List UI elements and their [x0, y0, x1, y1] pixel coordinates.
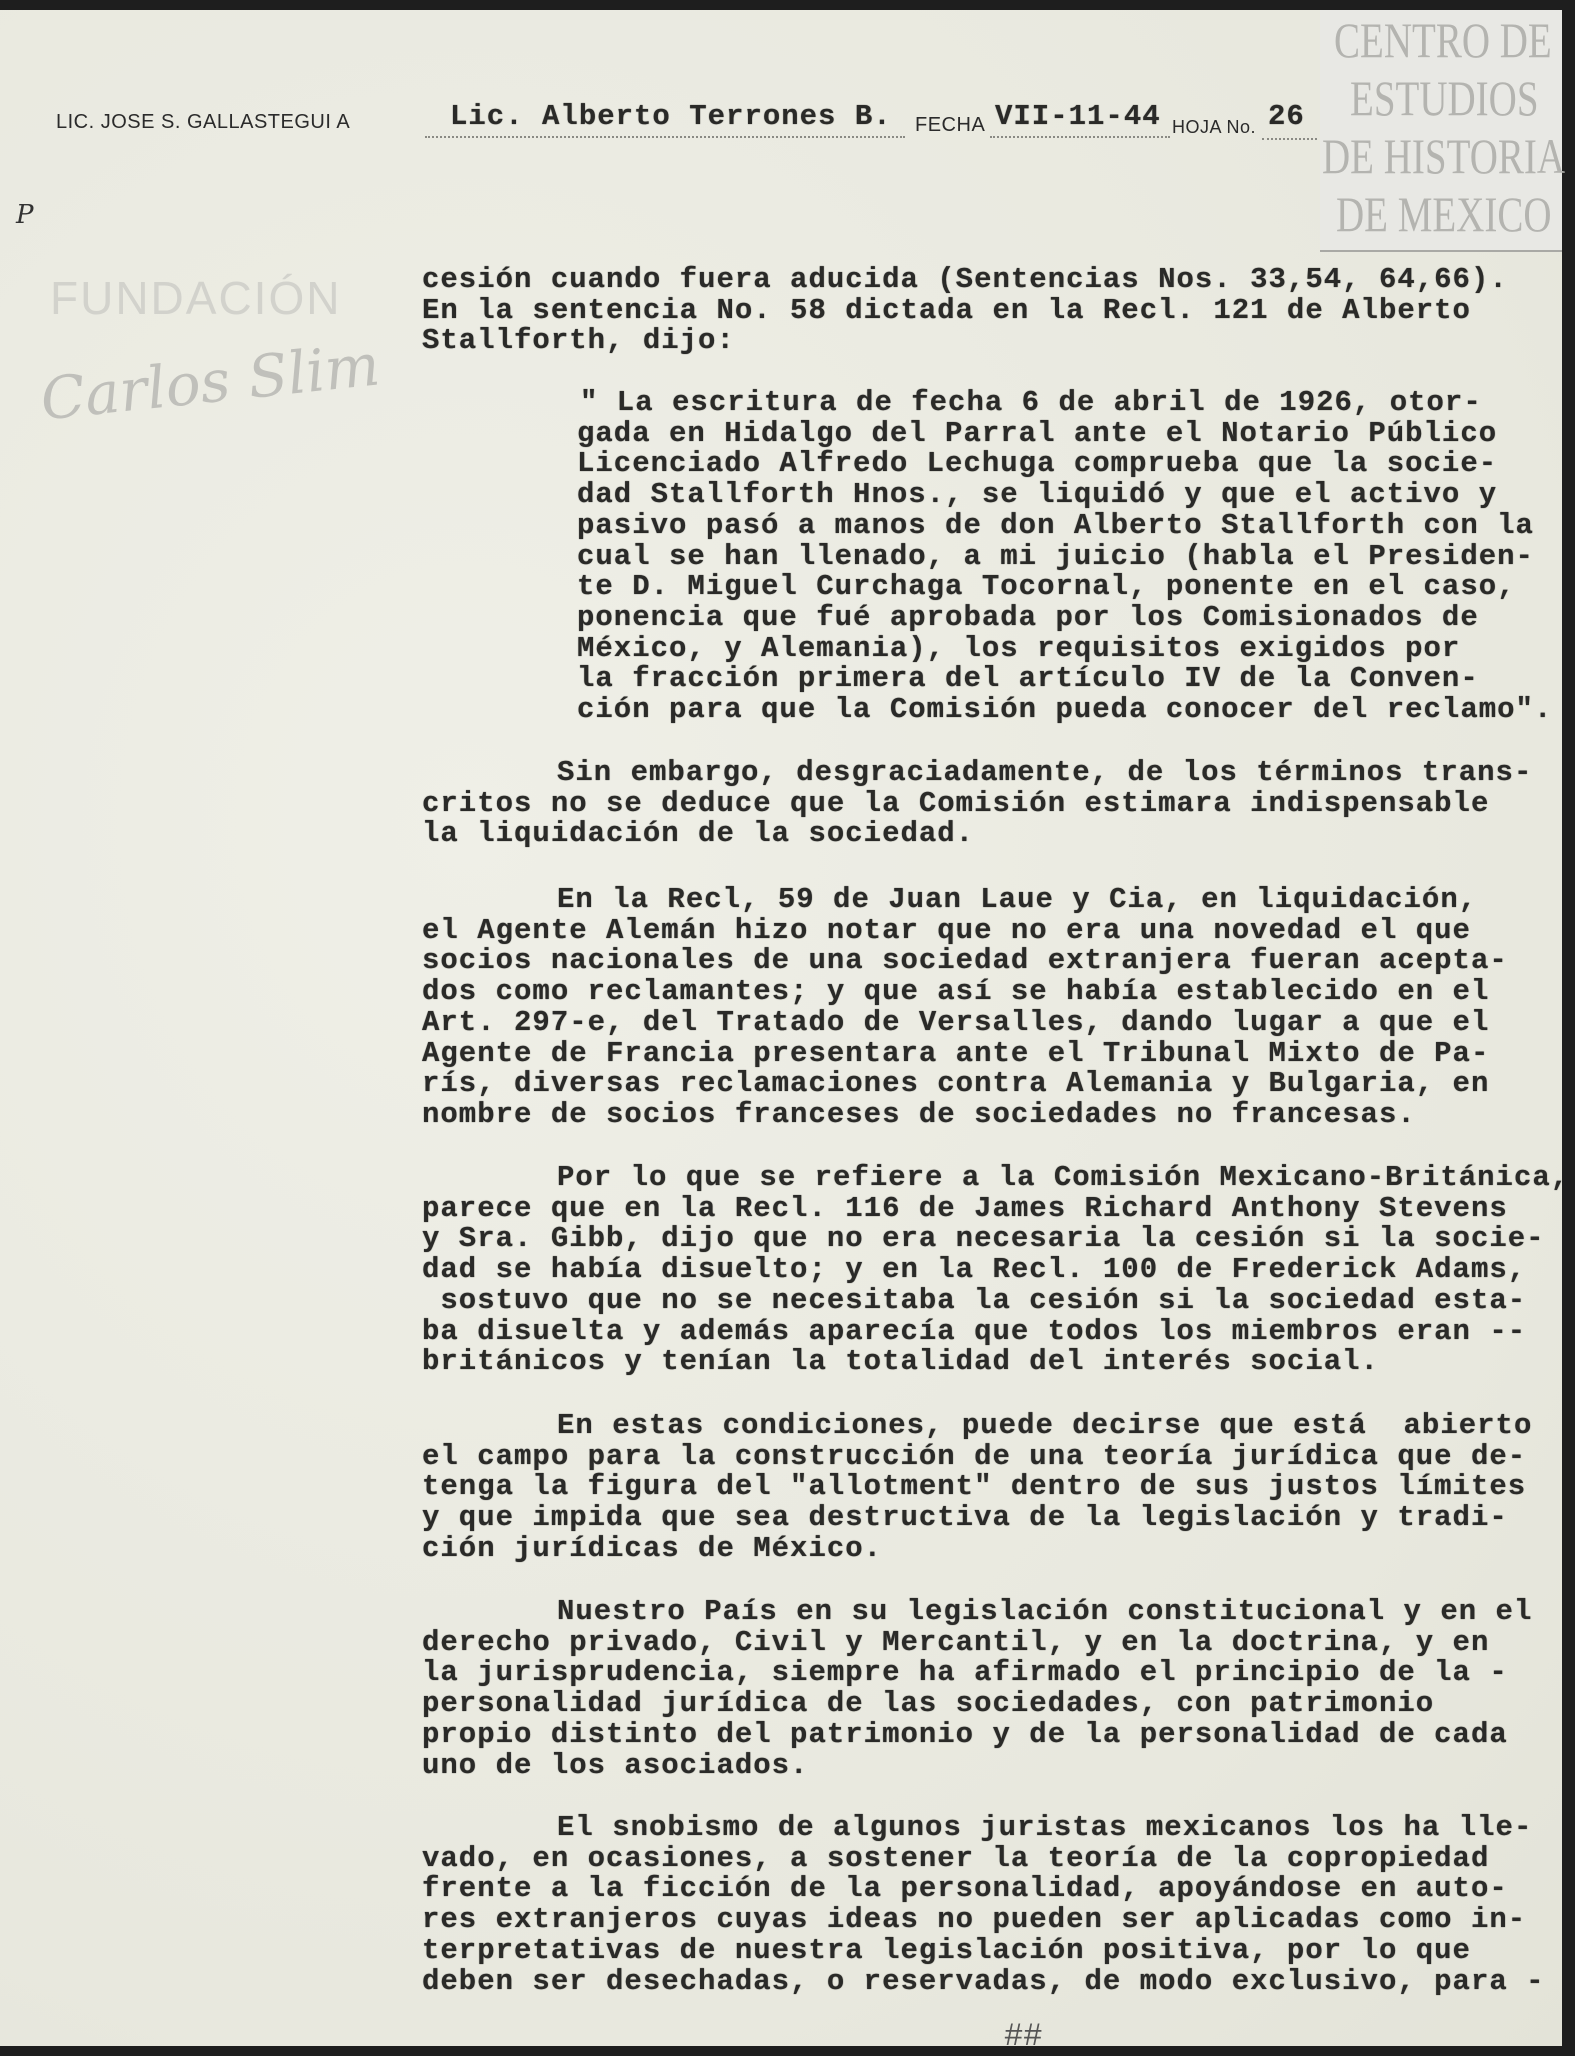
paragraph-line: Art. 297-e, del Tratado de Versalles, dando lugar a que el — [422, 1005, 1490, 1039]
paragraph-line: pasivo pasó a manos de don Alberto Stallforth con la — [577, 508, 1534, 542]
paragraph-line: sostuvo que no se necesitaba la cesión si la sociedad esta- — [422, 1283, 1527, 1317]
paragraph-line: personalidad jurídica de las sociedades, con patrimonio — [422, 1687, 1435, 1721]
paragraph-line: gada en Hidalgo del Parral ante el Notario Público — [577, 416, 1498, 450]
paragraph-line: tenga la figura del "allotment" dentro de sus justos límites — [422, 1470, 1527, 1504]
paragraph-line: dad Stallforth Hnos., se liquidó y que el activo y — [577, 478, 1498, 512]
document-page — [0, 10, 1570, 2055]
paragraph-line: propio distinto del patrimonio y de la personalidad de cada — [422, 1717, 1508, 1751]
paragraph-line: la liquidación de la sociedad. — [422, 817, 975, 851]
end-mark: ## — [1004, 2018, 1043, 2055]
paragraph-line: ción jurídicas de México. — [422, 1531, 883, 1565]
date-label: FECHA — [915, 114, 986, 136]
paragraph-line: la fracción primera del artículo IV de la Conven- — [577, 662, 1479, 696]
paragraph-line: dos como reclamantes; y que así se había establecido en el — [422, 975, 1490, 1009]
sheet-line — [1262, 138, 1317, 140]
paragraph-line: ba disuelta y además aparecía que todos los miembros eran -- — [422, 1314, 1527, 1348]
paragraph-line: socios nacionales de una sociedad extranjera fueran acepta- — [422, 944, 1508, 978]
paragraph-line: cual se han llenado, a mi juicio (habla el Presiden- — [577, 539, 1534, 573]
sheet-label: HOJA No. — [1172, 117, 1257, 137]
recipient-line — [425, 136, 905, 138]
paragraph-line: En estas condiciones, puede decirse que está abierto — [557, 1409, 1533, 1442]
paragraph-line: deben ser desechadas, o reservadas, de modo exclusivo, para - — [422, 1964, 1545, 1998]
margin-mark: P — [16, 200, 34, 230]
paragraph-line: Agente de Francia presentara ante el Tribunal Mixto de Pa- — [422, 1036, 1490, 1070]
paragraph-line: Nuestro País en su legislación constitucional y en el — [557, 1595, 1533, 1628]
paragraph-line: británicos y tenían la totalidad del interés social. — [422, 1345, 1379, 1379]
archive-watermark — [1320, 10, 1566, 252]
paragraph-line: ción para que la Comisión pueda conocer del reclamo". — [577, 693, 1553, 726]
paragraph-line: Stallforth, dijo: — [422, 324, 735, 358]
watermark-foundation: FUNDACIÓN — [50, 272, 342, 324]
paragraph-line: El snobismo de algunos juristas mexicanos los ha lle- — [557, 1811, 1533, 1844]
recipient: Lic. Alberto Terrones B. — [450, 100, 892, 133]
paragraph-line: vado, en ocasiones, a sostener la teoría de la copropiedad — [422, 1841, 1490, 1875]
watermark-signature: Carlos Slim — [37, 330, 383, 434]
watermark-line: DE MEXICO — [1336, 186, 1552, 242]
paragraph-line: y Sra. Gibb, dijo que no era necesaria la cesión si la socie- — [422, 1222, 1545, 1256]
sheet-number: 26 — [1268, 100, 1305, 133]
paragraph-line: derecho privado, Civil y Mercantil, y en la doctrina, y en — [422, 1625, 1490, 1659]
paragraph-line: ponencia que fué aprobada por los Comisionados de — [577, 600, 1479, 634]
watermark-line: ESTUDIOS — [1350, 70, 1539, 126]
paragraph-line: el Agente Alemán hizo notar que no era una novedad el que — [422, 913, 1471, 947]
paragraph-line: frente a la ficción de la personalidad, apoyándose en auto- — [422, 1872, 1508, 1906]
watermark-line: CENTRO DE — [1334, 12, 1552, 68]
paragraph-line: México, y Alemania), los requisitos exigidos por — [577, 631, 1461, 665]
paragraph-line: res extranjeros cuyas ideas no pueden ser aplicadas como in- — [422, 1903, 1527, 1937]
paragraph-line: te D. Miguel Curchaga Tocornal, ponente en el caso, — [577, 570, 1516, 604]
paragraph-line: terpretativas de nuestra legislación positiva, por lo que — [422, 1933, 1471, 1967]
paragraph-line: uno de los asociados. — [422, 1748, 809, 1782]
paragraph-line: " La escritura de fecha 6 de abril de 1926, otor- — [580, 386, 1482, 419]
paragraph-line: cesión cuando fuera aducida (Sentencias Nos. 33,54, 64,66). — [422, 263, 1508, 296]
date-value: VII-11-44 — [995, 100, 1161, 133]
paragraph-line: dad se había disuelto; y en la Recl. 100 de Frederick Adams, — [422, 1253, 1527, 1287]
watermark-line: DE HISTORIA — [1322, 128, 1566, 184]
date-line — [990, 136, 1170, 138]
paragraph-line: critos no se deduce que la Comisión estimara indispensable — [422, 786, 1490, 820]
from-label: LIC. JOSE S. GALLASTEGUI A — [56, 111, 351, 133]
paragraph-line: Por lo que se refiere a la Comisión Mexicano-Británica, — [557, 1161, 1570, 1194]
paragraph-line: la jurisprudencia, siempre ha afirmado el principio de la - — [422, 1656, 1508, 1690]
paragraph-line: Licenciado Alfredo Lechuga comprueba que la socie- — [577, 447, 1498, 481]
paragraph-line: En la Recl, 59 de Juan Laue y Cia, en liquidación, — [557, 883, 1478, 916]
paragraph-line: nombre de socios franceses de sociedades no francesas. — [422, 1097, 1416, 1131]
paragraph-line: Sin embargo, desgraciadamente, de los términos trans- — [557, 756, 1533, 789]
paragraph-line: el campo para la construcción de una teoría jurídica que de- — [422, 1439, 1527, 1473]
paragraph-line: parece que en la Recl. 116 de James Richard Anthony Stevens — [422, 1191, 1508, 1225]
paragraph-line: rís, diversas reclamaciones contra Alemania y Bulgaria, en — [422, 1067, 1490, 1101]
paragraph-line: En la sentencia No. 58 dictada en la Recl. 121 de Alberto — [422, 293, 1471, 327]
paragraph-line: y que impida que sea destructiva de la legislación y tradi- — [422, 1501, 1508, 1535]
